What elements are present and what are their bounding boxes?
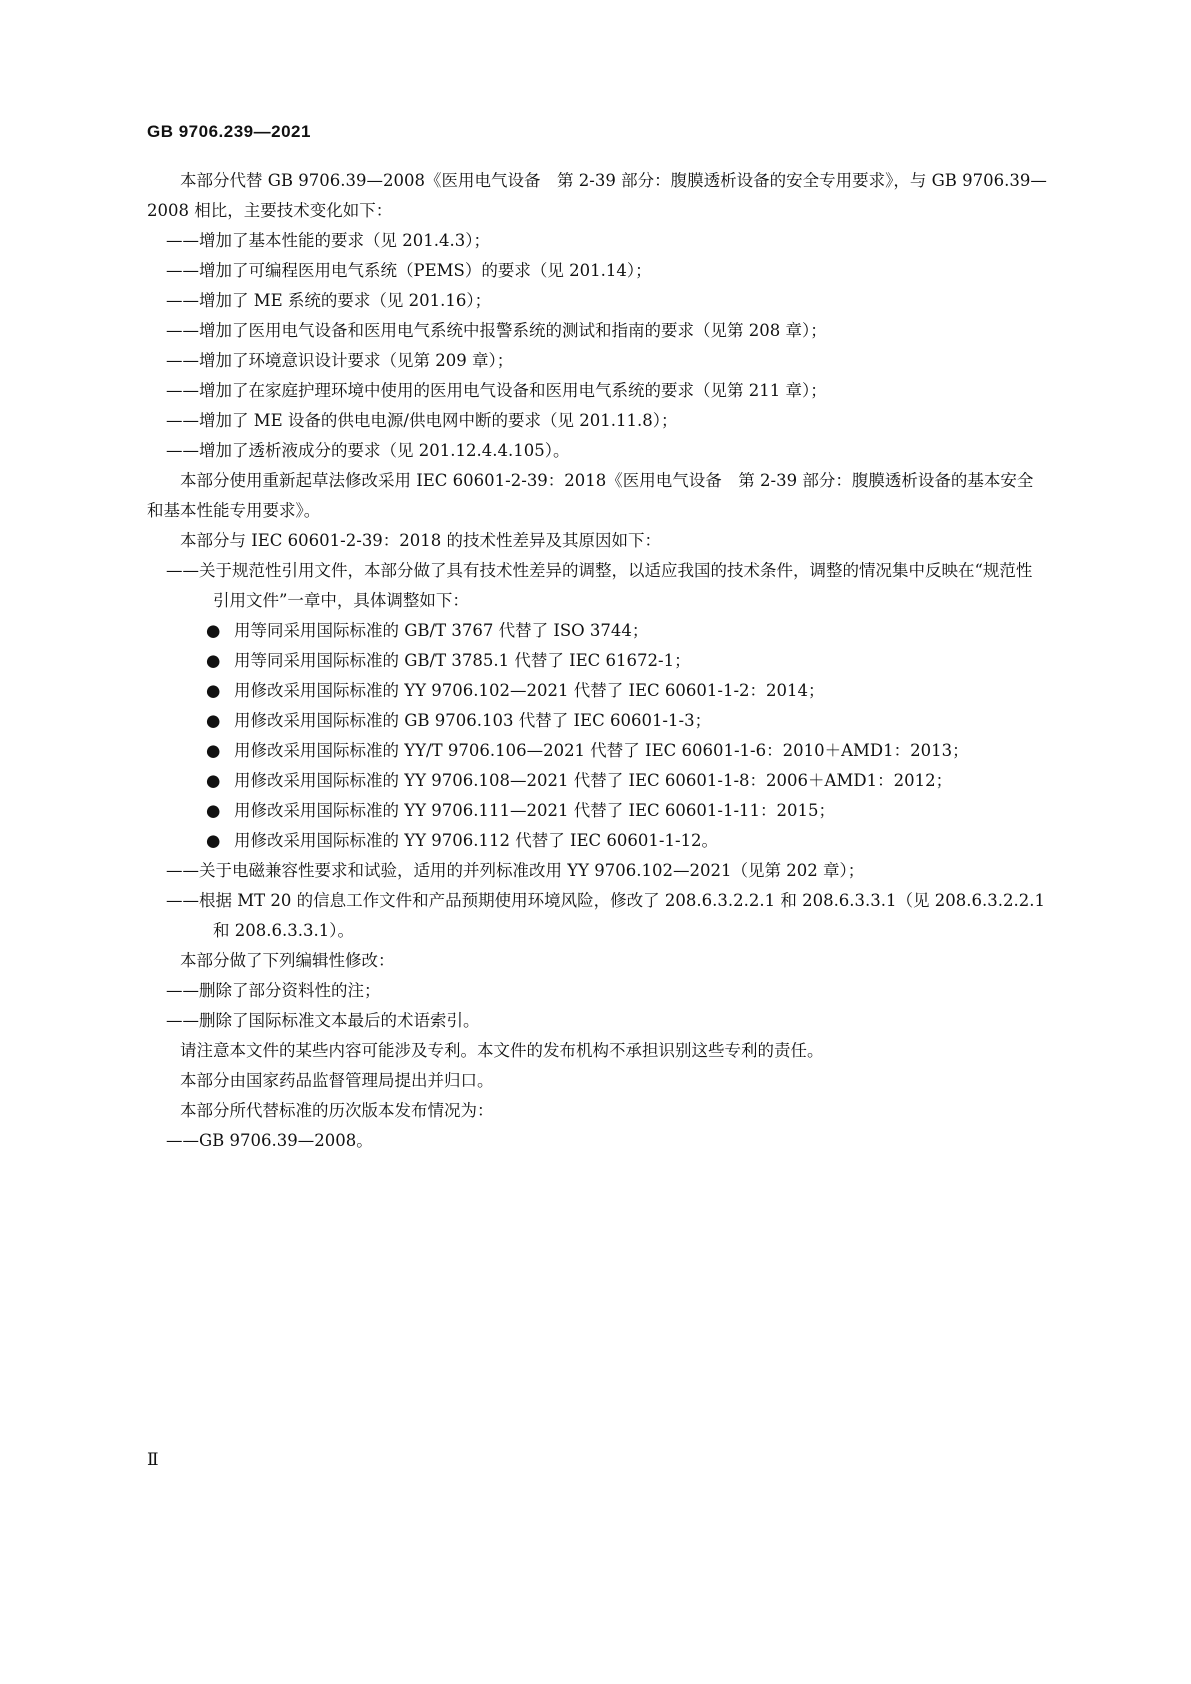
reference-bullet-item (147, 706, 1047, 736)
bullet-icon: ● (206, 771, 221, 790)
history-item: ——GB 9706.39—2008。 (166, 1131, 373, 1150)
foreword-body (147, 166, 1047, 1156)
bullet-icon: ● (206, 651, 221, 670)
reference-bullet-item (147, 796, 1047, 826)
change-item: ——增加了在家庭护理环境中使用的医用电气设备和医用电气系统的要求（见第 211 章）； (166, 381, 827, 400)
bullet-text: 用修改采用国际标准的 YY 9706.112 代替了 IEC 60601-1-12。 (234, 831, 719, 850)
bullet-icon: ● (206, 681, 221, 700)
bullet-text: 用修改采用国际标准的 YY 9706.111—2021 代替了 IEC 60601-1-11：2015； (234, 801, 836, 820)
editorial-item: ——删除了国际标准文本最后的术语索引。 (166, 1011, 480, 1030)
emc-difference-item: ——关于电磁兼容性要求和试验，适用的并列标准改用 YY 9706.102—2021（见第 202 章）； (166, 861, 865, 880)
bullet-text: 用等同采用国际标准的 GB/T 3785.1 代替了 IEC 61672-1； (234, 651, 691, 670)
bullet-icon: ● (206, 741, 221, 760)
document-number-header: GB 9706.239—2021 (147, 122, 311, 141)
bullet-icon: ● (206, 711, 221, 730)
change-item: ——增加了环境意识设计要求（见第 209 章）； (166, 351, 514, 370)
change-item: ——增加了可编程医用电气系统（PEMS）的要求（见 201.14）； (166, 261, 652, 280)
page-number: Ⅱ (147, 1450, 159, 1470)
bullet-text: 用修改采用国际标准的 YY 9706.102—2021 代替了 IEC 60601-1-2：2014； (234, 681, 825, 700)
normative-references-item: ——关于规范性引用文件，本部分做了具有技术性差异的调整，以适应我国的技术条件，调整的情况集中反映在“规范性引用文件”一章中，具体调整如下： (166, 561, 1033, 610)
reference-bullet-item (147, 646, 1047, 676)
bullet-icon: ● (206, 831, 221, 850)
bullet-text: 用修改采用国际标准的 GB 9706.103 代替了 IEC 60601-1-3； (234, 711, 712, 730)
reference-bullet-item (147, 676, 1047, 706)
alarm-difference-item: ——根据 MT 20 的信息工作文件和产品预期使用环境风险，修改了 208.6.3.2.2.1 和 208.6.3.3.1（见 208.6.3.2.2.1 和 208.6.3.3.1）。 (166, 891, 1045, 940)
bullet-icon: ● (206, 621, 221, 640)
change-item: ——增加了 ME 设备的供电电源/供电网中断的要求（见 201.11.8）； (166, 411, 678, 430)
adoption-paragraph: 本部分使用重新起草法修改采用 IEC 60601-2-39：2018《医用电气设备 第 2-39 部分：腹膜透析设备的基本安全和基本性能专用要求》。 (147, 471, 1034, 520)
differences-intro-paragraph: 本部分与 IEC 60601-2-39：2018 的技术性差异及其原因如下： (180, 531, 662, 550)
proposer-paragraph: 本部分由国家药品监督管理局提出并归口。 (180, 1071, 494, 1090)
replacement-paragraph: 本部分代替 GB 9706.39—2008《医用电气设备 第 2-39 部分：腹膜透析设备的安全专用要求》，与 GB 9706.39—2008 相比，主要技术变化如下： (147, 171, 1047, 220)
change-item: ——增加了医用电气设备和医用电气系统中报警系统的测试和指南的要求（见第 208 章）； (166, 321, 827, 340)
history-intro-paragraph: 本部分所代替标准的历次版本发布情况为： (180, 1101, 494, 1120)
change-item: ——增加了透析液成分的要求（见 201.12.4.4.105）。 (166, 441, 570, 460)
editorial-item: ——删除了部分资料性的注； (166, 981, 381, 1000)
bullet-icon: ● (206, 801, 221, 820)
reference-bullet-item (147, 766, 1047, 796)
reference-bullet-item (147, 736, 1047, 766)
change-item: ——增加了基本性能的要求（见 201.4.3）； (166, 231, 490, 250)
patent-notice-paragraph: 请注意本文件的某些内容可能涉及专利。本文件的发布机构不承担识别这些专利的责任。 (180, 1041, 824, 1060)
bullet-text: 用修改采用国际标准的 YY 9706.108—2021 代替了 IEC 60601-1-8：2006＋AMD1：2012； (234, 771, 953, 790)
bullet-text: 用等同采用国际标准的 GB/T 3767 代替了 ISO 3744； (234, 621, 649, 640)
bullet-text: 用修改采用国际标准的 YY/T 9706.106—2021 代替了 IEC 60601-1-6：2010＋AMD1：2013； (234, 741, 969, 760)
change-item: ——增加了 ME 系统的要求（见 201.16）； (166, 291, 492, 310)
editorial-intro-paragraph: 本部分做了下列编辑性修改： (180, 951, 395, 970)
reference-bullet-item (147, 826, 1047, 856)
reference-bullet-item (147, 616, 1047, 646)
